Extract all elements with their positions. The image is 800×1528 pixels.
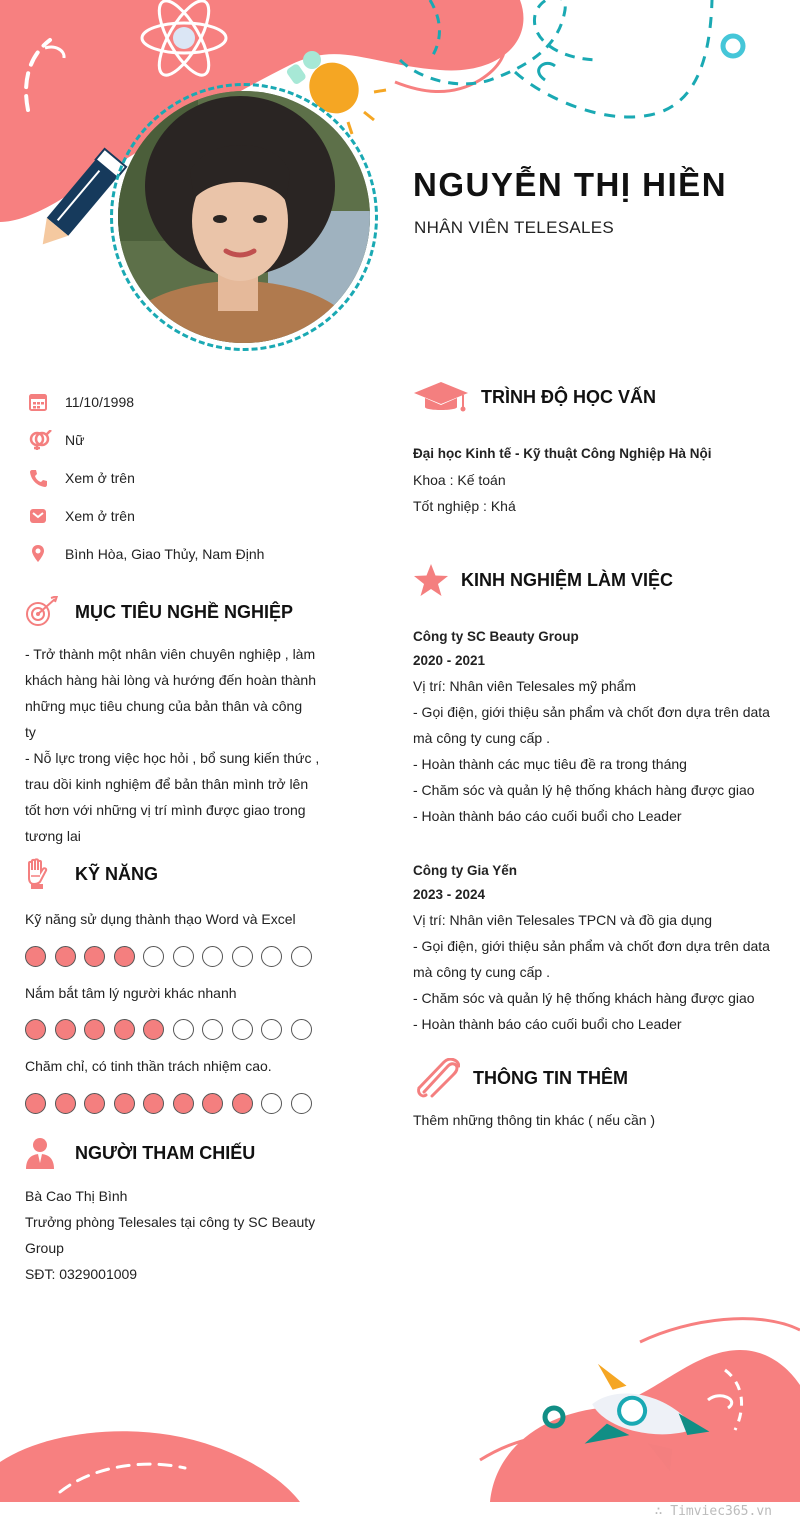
rating-dot-empty <box>291 946 312 967</box>
job-line: Vị trí: Nhân viên Telesales mỹ phẩm <box>413 678 637 694</box>
candidate-name: NGUYỄN THỊ HIỀN <box>413 166 728 203</box>
star-icon <box>413 563 461 597</box>
job-line: Vị trí: Nhân viên Telesales TPCN và đồ gia dụng <box>413 912 713 928</box>
rating-dot-empty <box>291 1093 312 1114</box>
education-line: Tốt nghiệp : Khá <box>413 498 516 514</box>
rating-dot-empty <box>291 1019 312 1040</box>
rating-dot-filled <box>25 946 46 967</box>
rating-dot-empty <box>261 1093 282 1114</box>
target-icon <box>25 596 75 628</box>
contact-value: Xem ở trên <box>65 508 135 524</box>
contact-email <box>28 497 358 535</box>
job-period: 2023 - 2024 <box>413 887 486 902</box>
section-title: KỸ NĂNG <box>75 863 159 884</box>
section-extra-heading <box>416 1058 628 1098</box>
bottom-decoration <box>0 1290 800 1528</box>
contact-value: 11/10/1998 <box>65 394 135 410</box>
section-title: KINH NGHIỆM LÀM VIỆC <box>461 569 674 590</box>
skill-label: Chăm chỉ, có tinh thần trách nhiệm cao. <box>25 1058 272 1074</box>
graduation-cap-icon <box>413 380 481 414</box>
job-line: - Hoàn thành các mục tiêu đề ra trong tháng <box>413 756 687 772</box>
section-education-heading <box>413 380 656 414</box>
job-line: - Chăm sóc và quản lý hệ thống khách hàng được giao <box>413 990 755 1006</box>
objective-line: tương lai <box>25 828 81 844</box>
references-text <box>25 1183 335 1287</box>
contact-gender <box>28 421 358 459</box>
rating-dot-filled <box>143 1093 164 1114</box>
location-icon <box>28 544 65 564</box>
education-details <box>413 441 783 519</box>
job-line: - Gọi điện, giới thiệu sản phẩm và chốt đơn dựa trên data <box>413 704 770 720</box>
contact-list <box>28 383 358 573</box>
rating-dot-filled <box>232 1093 253 1114</box>
rating-dot-filled <box>143 1019 164 1040</box>
contact-phone <box>28 459 358 497</box>
objective-line: những mục tiêu chung của bản thân và công <box>25 698 303 714</box>
rating-dot-empty <box>202 1019 223 1040</box>
email-icon <box>28 506 65 526</box>
rating-dot-empty <box>143 946 164 967</box>
experience-job <box>413 859 783 1037</box>
section-title: TRÌNH ĐỘ HỌC VẤN <box>481 386 656 407</box>
section-references-heading <box>25 1137 255 1169</box>
section-skills-heading <box>25 858 158 890</box>
extra-text: Thêm những thông tin khác ( nếu cần ) <box>413 1112 656 1128</box>
rating-dot-filled <box>55 946 76 967</box>
rating-dot-empty <box>232 1019 253 1040</box>
gender-icon <box>28 430 65 450</box>
reference-line: Trưởng phòng Telesales tại công ty SC Beauty <box>25 1214 316 1230</box>
job-line: mà công ty cung cấp . <box>413 964 550 980</box>
skill-label: Kỹ năng sử dụng thành thạo Word và Excel <box>25 911 296 927</box>
job-line: mà công ty cung cấp . <box>413 730 550 746</box>
section-experience-heading <box>413 563 673 597</box>
objective-line: ty <box>25 724 36 740</box>
school-name: Đại học Kinh tế - Kỹ thuật Công Nghiệp Hà Nội <box>413 446 712 461</box>
contact-address <box>28 535 358 573</box>
job-company: Công ty Gia Yến <box>413 863 518 878</box>
skill-label: Nắm bắt tâm lý người khác nhanh <box>25 985 237 1001</box>
calendar-icon <box>28 392 65 412</box>
rating-dot-filled <box>55 1019 76 1040</box>
reference-line: Group <box>25 1240 64 1256</box>
rating-dot-filled <box>173 1093 194 1114</box>
rating-dot-filled <box>114 946 135 967</box>
rating-dot-filled <box>84 946 105 967</box>
rating-dot-filled <box>25 1019 46 1040</box>
objective-line: - Trở thành một nhân viên chuyên nghiệp , làm <box>25 646 316 662</box>
education-line: Khoa : Kế toán <box>413 472 506 488</box>
rating-dot-empty <box>173 946 194 967</box>
hand-icon <box>25 858 75 890</box>
person-icon <box>25 1137 75 1169</box>
skill-rating <box>25 1093 320 1114</box>
experience-job <box>413 625 783 829</box>
avatar <box>118 91 370 343</box>
contact-value: Nữ <box>65 432 85 448</box>
section-objective-heading <box>25 596 293 628</box>
rating-dot-empty <box>261 946 282 967</box>
rating-dot-empty <box>232 946 253 967</box>
skill-rating <box>25 1019 320 1040</box>
paperclip-icon <box>416 1058 473 1098</box>
rating-dot-filled <box>84 1019 105 1040</box>
section-title: NGƯỜI THAM CHIẾU <box>75 1142 256 1163</box>
objective-text <box>25 641 325 849</box>
objective-line: tốt hơn với những vị trí mình được giao trong <box>25 802 306 818</box>
rating-dot-filled <box>114 1019 135 1040</box>
contact-value: Bình Hòa, Giao Thủy, Nam Định <box>65 546 265 562</box>
job-company: Công ty SC Beauty Group <box>413 629 579 644</box>
rating-dot-empty <box>261 1019 282 1040</box>
rating-dot-filled <box>202 1093 223 1114</box>
job-line: - Hoàn thành báo cáo cuối buổi cho Leader <box>413 808 682 824</box>
section-title: THÔNG TIN THÊM <box>473 1067 628 1088</box>
job-line: - Chăm sóc và quản lý hệ thống khách hàng được giao <box>413 782 755 798</box>
job-line: - Gọi điện, giới thiệu sản phẩm và chốt đơn dựa trên data <box>413 938 770 954</box>
job-period: 2020 - 2021 <box>413 653 486 668</box>
skill-rating <box>25 946 320 967</box>
phone-icon <box>28 468 65 488</box>
rating-dot-empty <box>173 1019 194 1040</box>
job-title: NHÂN VIÊN TELESALES <box>414 218 615 237</box>
job-line: - Hoàn thành báo cáo cuối buổi cho Leader <box>413 1016 682 1032</box>
objective-line: - Nỗ lực trong việc học hỏi , bổ sung kiến thức , <box>25 750 320 766</box>
objective-line: trau dồi kinh nghiệm để bản thân mình trở lên <box>25 776 309 792</box>
reference-line: SĐT: 0329001009 <box>25 1266 138 1282</box>
rating-dot-empty <box>202 946 223 967</box>
rating-dot-filled <box>114 1093 135 1114</box>
rating-dot-filled <box>84 1093 105 1114</box>
watermark: ∴ Timviec365.vn <box>654 1504 772 1519</box>
objective-line: khách hàng hài lòng và hướng đến hoàn thành <box>25 672 317 688</box>
contact-birthday <box>28 383 358 421</box>
rating-dot-filled <box>55 1093 76 1114</box>
section-title: MỤC TIÊU NGHỀ NGHIỆP <box>75 601 294 622</box>
reference-line: Bà Cao Thị Bình <box>25 1188 128 1204</box>
rating-dot-filled <box>25 1093 46 1114</box>
avatar-frame <box>110 83 378 351</box>
contact-value: Xem ở trên <box>65 470 135 486</box>
